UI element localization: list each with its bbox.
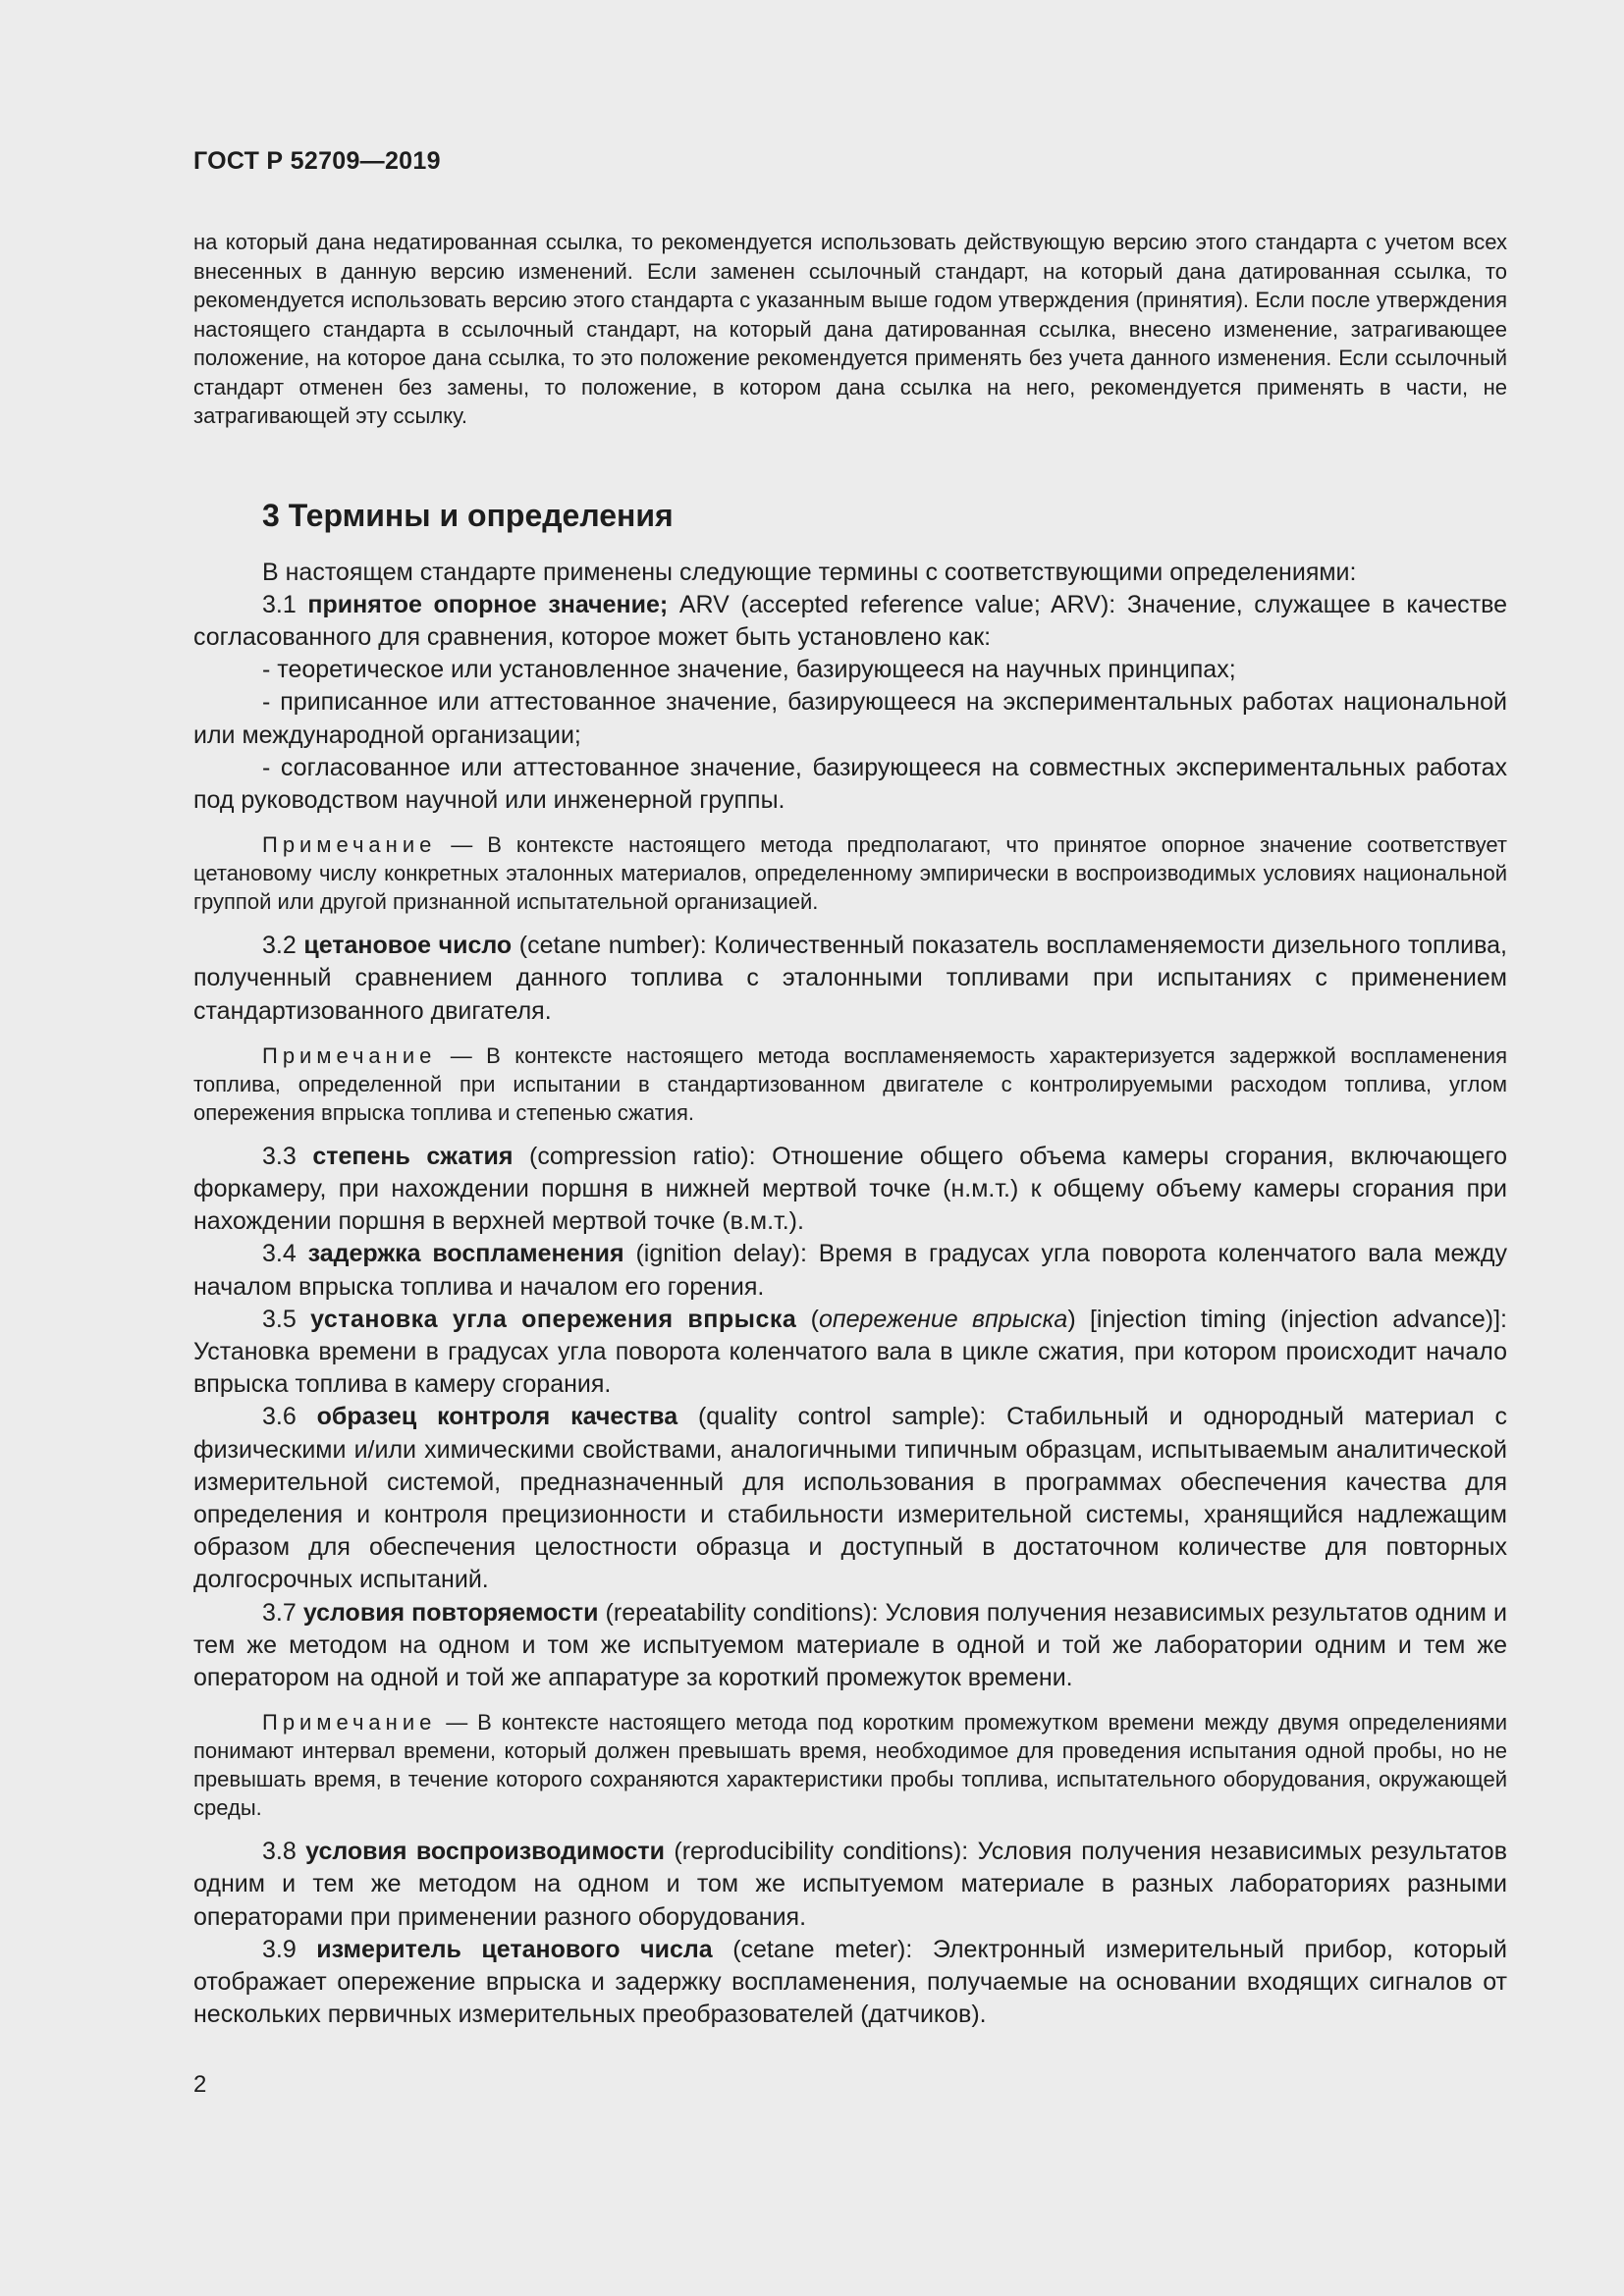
term-3-5: 3.5 установка угла опережения впрыска (опережение впрыска) [injection timing (injection advance)]: Установка времени в градусах угла поворота коленчатого вала в цикле сжатия, при котором происходит начало впрыска топлива в камеру сгорания. — [193, 1305, 1507, 1399]
section-title: 3 Термины и определения — [262, 497, 674, 533]
term-3-1: 3.1 принятое опорное значение; ARV (accepted reference value; ARV): Значение, служащее в качестве согласованного для сравнения, которое может быть установлено как: — [193, 590, 1507, 651]
term-3-2: 3.2 цетановое число (cetane number): Количественный показатель воспламеняемости дизельного топлива, полученный сравнением данного топлива с эталонными топливами при испытаниях с применением стандартизованного двигателя. — [193, 932, 1508, 1025]
term-3-4: 3.4 задержка воспламенения (ignition delay): Время в градусах угла поворота коленчатого вала между началом впрыска топлива и началом его горения. — [193, 1240, 1507, 1301]
term-3-6: 3.6 образец контроля качества (quality control sample): Стабильный и однородный материал с физическими и/или химическими свойствами, аналогичными типичным образцам, испытываемым аналитической измерительной системой, предназначенный для использования в программах обеспечения качества для определения и контроля прецизионности и стабильности измерительной системы, хранящийся надлежащим образом для обеспечения целостности образца и доступный в достаточном количестве для повторных долгосрочных испытаний. — [193, 1403, 1507, 1594]
term-name: принятое опорное значение; — [307, 590, 669, 618]
term-3-8: 3.8 условия воспроизводимости (reproducibility conditions): Условия получения независимых результатов одним и тем же методом на одном и том же испытуемом материале в разных лабораториях разными операторами при применении разного оборудования. — [193, 1838, 1507, 1931]
document-header: ГОСТ Р 52709—2019 — [193, 147, 441, 175]
term-name: условия воспроизводимости — [305, 1838, 666, 1866]
note-label: Примечание — [262, 1710, 437, 1735]
note-3-7: Примечание — В контексте настоящего метода под коротким промежутком времени между двумя определениями понимают интервал времени, который должен превышать время, необходимое для проведения испытания одной пробы, но не превышать время, в течение которого сохраняются характеристики пробы топлива, испытательного оборудования, окружающей среды. — [193, 1710, 1507, 1821]
term-name: степень сжатия — [312, 1142, 514, 1170]
note-label: Примечание — [262, 832, 437, 858]
term-name: цетановое число — [303, 932, 513, 960]
note-3-2: Примечание — В контексте настоящего метода воспламеняемость характеризуется задержкой воспламенения топлива, определенной при испытании в стандартизованном двигателе с контролируемыми расходом топлива, углом опережения впрыска топлива и степенью сжатия. — [193, 1042, 1507, 1125]
term-name: образец контроля качества — [316, 1403, 678, 1431]
term-3-3: 3.3 степень сжатия (compression ratio): Отношение общего объема камеры сгорания, включающего форкамеру, при нахождении поршня в нижней мертвой точке (н.м.т.) к общему объему камеры сгорания при нахождении поршня в верхней мертвой точке (в.м.т.). — [193, 1142, 1507, 1236]
term-name: условия повторяемости — [302, 1598, 599, 1627]
list-item: - согласованное или аттестованное значение, базирующееся на совместных экспериментальных работах под руководством научной или инженерной группы. — [193, 753, 1507, 814]
section-lead: В настоящем стандарте применены следующие термины с соответствующими определениями: — [262, 558, 1357, 586]
page-number: 2 — [193, 2071, 207, 2098]
term-name: задержка воспламенения — [307, 1240, 624, 1268]
note-label: Примечание — [262, 1042, 437, 1068]
list-item: - теоретическое или установленное значение, базирующееся на научных принципах; — [262, 656, 1236, 684]
list-item: - приписанное или аттестованное значение, базирующееся на экспериментальных работах национальной или международной организации; — [193, 688, 1507, 749]
term-name: установка угла опережения впрыска — [310, 1305, 797, 1333]
intro-paragraph: на который дана недатированная ссылка, то рекомендуется использовать действующую версию этого стандарта с учетом всех внесенных в данную версию изменений. Если заменен ссылочный стандарт, на который дана датированная ссылка, то рекомендуется использовать версию этого стандарта с указанным выше годом утверждения (принятия). Если после утверждения настоящего стандарта в ссылочный стандарт, на который дана датированная ссылка, внесено изменение, затрагивающее положение, на которое дана ссылка, то это положение рекомендуется применять без учета данного изменения. Если ссылочный стандарт отменен без замены, то положение, в котором дана ссылка на него, рекомендуется применять в части, не затрагивающей эту ссылку. — [193, 230, 1507, 428]
term-synonym: опережение впрыска — [818, 1305, 1068, 1333]
term-3-7: 3.7 условия повторяемости (repeatability conditions): Условия получения независимых результатов одним и тем же методом на одном и том же испытуемом материале в одной и той же лаборатории одним и тем же оператором на одной и той же аппаратуре за короткий промежуток времени. — [193, 1598, 1507, 1691]
page-content — [193, 228, 1507, 2031]
term-name: измеритель цетанового числа — [316, 1935, 713, 1963]
term-3-9: 3.9 измеритель цетанового числа (cetane meter): Электронный измерительный прибор, который отображает опережение впрыска и задержку воспламенения, получаемые на основании входящих сигналов от нескольких первичных измерительных преобразователей (датчиков). — [193, 1935, 1507, 2029]
note-3-1: Примечание — В контексте настоящего метода предполагают, что принятое опорное значение соответствует цетановому числу конкретных эталонных материалов, определенному эмпирически в воспроизводимых условиях национальной группой или другой признанной испытательной организацией. — [193, 832, 1507, 915]
